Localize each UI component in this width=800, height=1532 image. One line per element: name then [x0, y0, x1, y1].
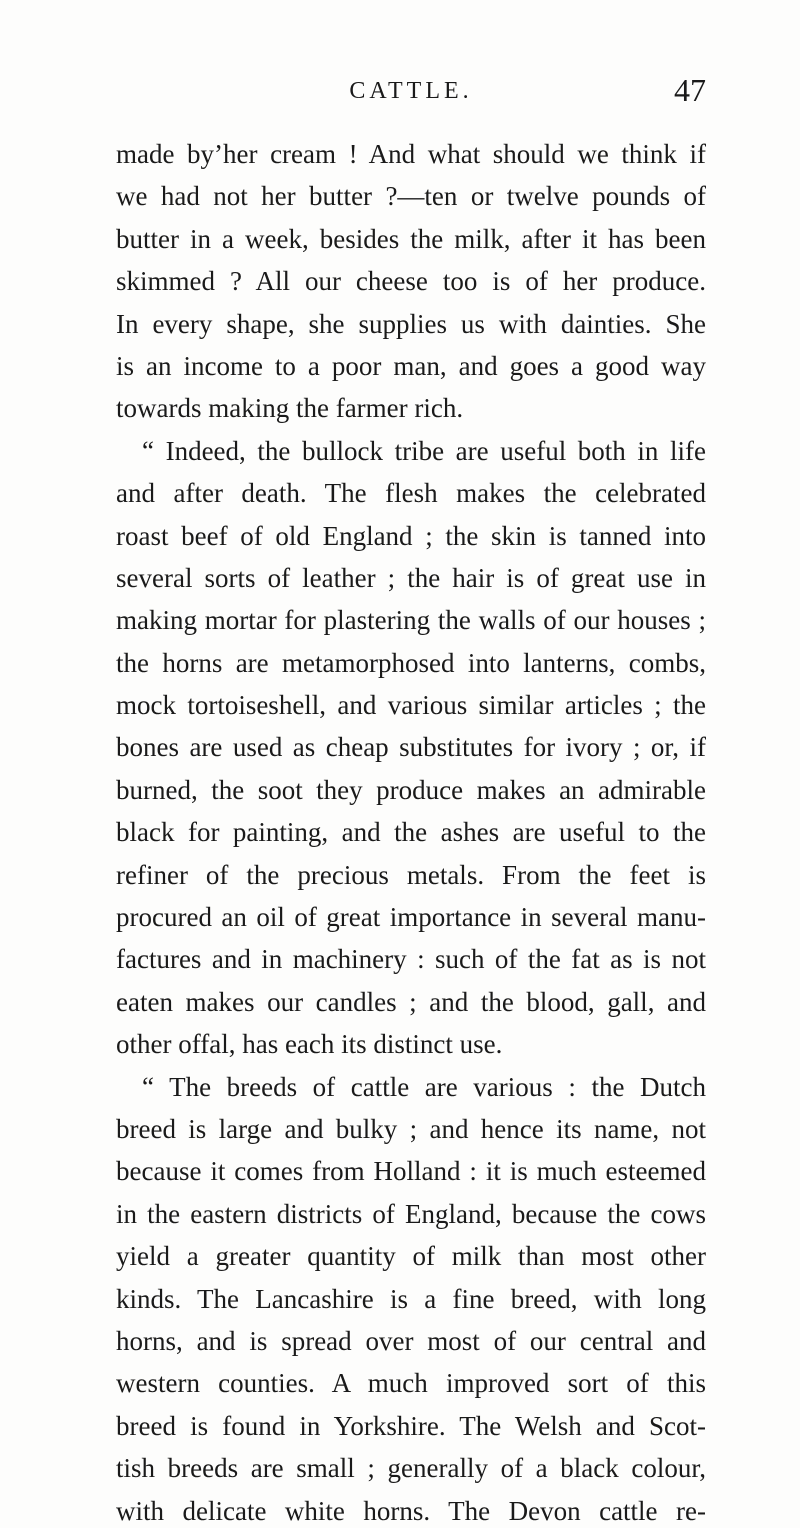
text-line: eaten makes our candles ; and the blood, gall, and [116, 986, 706, 1017]
text-line: black for painting, and the ashes are useful to the [116, 817, 706, 848]
text-line: in the eastern districts of England, because the cows [116, 1198, 706, 1229]
text-line: yield a greater quantity of milk than most other [116, 1241, 706, 1272]
text-line: the horns are metamorphosed into lanterns, combs, [116, 647, 706, 678]
text-line: breed is found in Yorkshire. The Welsh and Scot- [116, 1410, 706, 1441]
text-line: several sorts of leather ; the hair is of great use in [116, 562, 706, 593]
text-line: because it comes from Holland : it is much esteemed [116, 1156, 706, 1187]
text-line: skimmed ? All our cheese too is of her produce. [116, 266, 706, 297]
body-text [116, 133, 706, 1532]
text-line: “ The breeds of cattle are various : the Dutch [142, 1071, 706, 1102]
text-line: tish breeds are small ; generally of a black colour, [116, 1453, 706, 1484]
text-line: horns, and is spread over most of our central and [116, 1325, 706, 1356]
running-title: CATTLE. [349, 78, 473, 104]
text-line: In every shape, she supplies us with dainties. She [116, 308, 706, 339]
text-line: and after death. The flesh makes the celebrated [116, 478, 706, 509]
running-head [116, 72, 706, 112]
text-line: made by’her cream ! And what should we think if [116, 139, 706, 169]
text-line: is an income to a poor man, and goes a good way [116, 350, 706, 381]
text-line: factures and in machinery : such of the fat as is not [116, 944, 706, 975]
text-line: we had not her butter ?—ten or twelve pounds of [116, 181, 706, 212]
text-line: with delicate white horns. The Devon cattle re- [116, 1495, 706, 1526]
text-line: roast beef of old England ; the skin is tanned into [116, 520, 706, 551]
text-line: kinds. The Lancashire is a fine breed, with long [116, 1283, 706, 1314]
text-line: procured an oil of great importance in several manu- [116, 902, 706, 933]
text-line: bones are used as cheap substitutes for ivory ; or, if [116, 732, 706, 763]
text-line: mock tortoiseshell, and various similar articles ; the [116, 690, 706, 721]
text-line: “ Indeed, the bullock tribe are useful both in life [142, 435, 706, 466]
text-line: butter in a week, besides the milk, after it has been [116, 223, 706, 254]
text-line: refiner of the precious metals. From the feet is [116, 859, 706, 890]
text-line: breed is large and bulky ; and hence its name, not [116, 1113, 706, 1144]
text-line: making mortar for plastering the walls of our houses ; [116, 605, 706, 636]
page-number: 47 [674, 72, 706, 108]
text-line: western counties. A much improved sort of this [116, 1368, 706, 1399]
text-line: burned, the soot they produce makes an admirable [116, 774, 706, 805]
text-line: towards making the farmer rich. [116, 393, 464, 424]
text-line: other offal, has each its distinct use. [116, 1029, 503, 1060]
